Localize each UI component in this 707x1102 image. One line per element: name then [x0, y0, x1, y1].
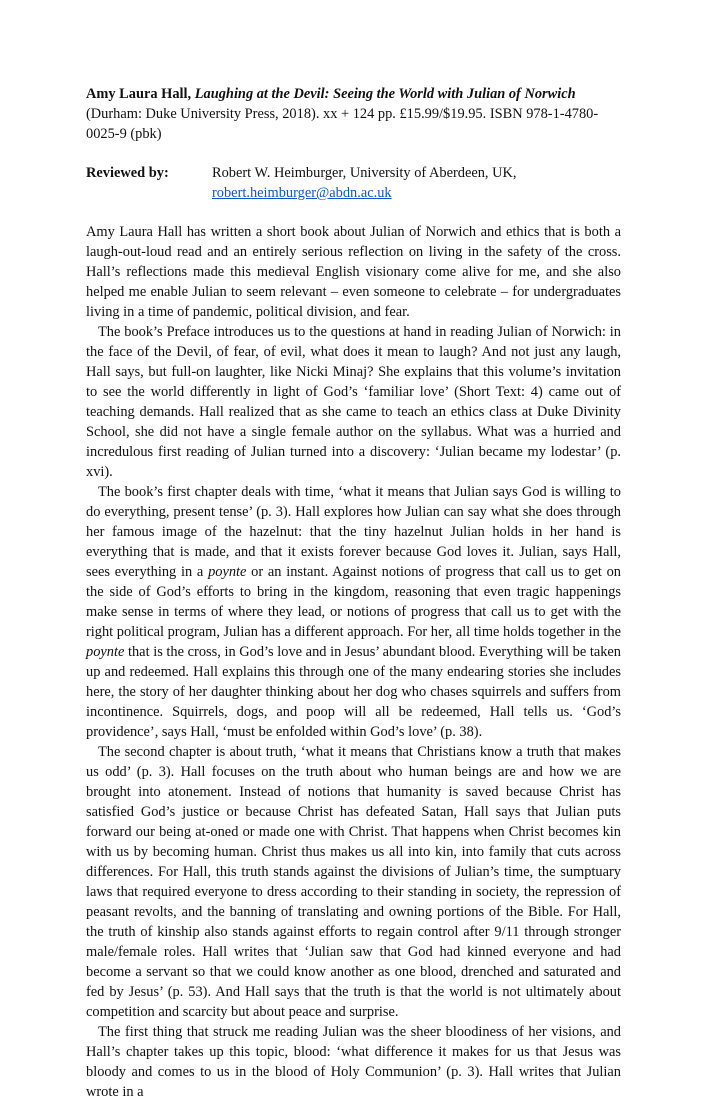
body-paragraph: [86, 482, 621, 742]
reviewer-block: [86, 163, 621, 203]
reviewer-email-link[interactable]: robert.heimburger@abdn.ac.uk: [212, 185, 392, 201]
body-paragraph: [86, 222, 621, 322]
body-paragraph: [86, 742, 621, 1022]
paragraph-text: Amy Laura Hall has written a short book about Julian of Norwich and ethics that is both a laugh-out-loud read and an entirely serious reflection on living in the safety of the cross. Hall’s reflections made this medieval English visionary come alive for me, and she also helped me enable Julian to seem relevant – even someone to celebrate – for undergraduates living in a time of pandemic, political division, and fear.: [86, 224, 621, 320]
paragraph-text: The second chapter is about truth, ‘what it means that Christians know a truth that makes us odd’ (p. 3). Hall focuses on the truth about who human beings are and how we are brought into atonement. Instead of notions that humanity is saved because Christ has satisfied God’s justice or because Christ has defeated Satan, Hall says that Julian puts forward our being at-oned or made one with Christ. That happens when Christ becomes kin with us by becoming human. Christ thus makes us all into kin, into family that cuts across differences. For Hall, this truth stands against the divisions of Julian’s time, the sumptuary laws that required everyone to dress according to their standing in society, the repression of peasant revolts, and the banning of translating and owning portions of the Bible. For Hall, the truth of kinship also stands against efforts to regain control after 9/11 through stronger male/female roles. Hall writes that ‘Julian saw that God had kinned everyone and had become a servant so that we could know another as one blood, drenched and saturated and fed by Jesus’ (p. 53). And Hall says that the truth is that the world is not ultimately about competition and scarcity but about peace and surprise.: [86, 744, 621, 1020]
book-author: Amy Laura Hall,: [86, 86, 192, 102]
body-paragraph: [86, 1022, 621, 1102]
paragraph-text: The book’s Preface introduces us to the questions at hand in reading Julian of Norwich: in the face of the Devil, of fear, of evil, what does it mean to laugh? And not just any laugh, Hall says, but full-on laughter, like Nicki Minaj? She explains that this volume’s invitation to see the world differently in light of God’s ‘familiar love’ (Short Text: 4) came out of teaching demands. Hall realized that as she came to teach an ethics class at Duke Divinity School, she did not have a single female author on the syllabus. What was a hurried and incredulous first reading of Julian turned into a discovery: ‘Julian became my lodestar’ (p. xvi).: [86, 324, 621, 480]
citation-line-1: [86, 84, 621, 104]
paragraph-text: The book’s first chapter deals with time, ‘what it means that Julian says God is willing to do everything, present tense’ (p. 3). Hall explores how Julian can say what she does through her famous image of the hazelnut: that the tiny hazelnut Julian holds in her hand is everything that is made, and that it exists forever because God loves it. Julian, says Hall, sees everything in a: [86, 484, 621, 580]
paragraph-text: or an instant. Against notions of progress that call us to get on the side of God’s efforts to bring in the kingdom, reasoning that even tragic happenings make sense in terms of where they lead, or notions of progress that call us to get with the right political program, Julian has a different approach. For her, all time holds together in the: [86, 564, 621, 640]
italic-term: poynte: [208, 564, 247, 580]
italic-term: poynte: [86, 644, 125, 660]
paragraph-text: The first thing that struck me reading Julian was the sheer bloodiness of her visions, and Hall’s chapter takes up this topic, blood: ‘what difference it makes for us that Jesus was bloody and comes to us in the blood of Holy Communion’ (p. 3). Hall writes that Julian wrote in a: [86, 1024, 621, 1100]
book-title: Laughing at the Devil: Seeing the World with Julian of Norwich: [194, 86, 576, 102]
paragraph-text: that is the cross, in God’s love and in Jesus’ abundant blood. Everything will be taken up and redeemed. Hall explains this through one of the many endearing stories she includes here, the story of her daughter thinking about her dog who chases squirrels and suffers from incontinence. Squirrels, dogs, and poop will all be redeemed, Hall tells us. ‘God’s providence’, says Hall, ‘must be enfolded within God’s love’ (p. 38).: [86, 644, 621, 740]
reviewer-info: [212, 163, 621, 203]
reviewed-by-label: Reviewed by:: [86, 165, 169, 181]
body-paragraph: [86, 322, 621, 482]
publication-details: (Durham: Duke University Press, 2018). xx + 124 pp. £15.99/$19.95. ISBN 978-1-4780-: [86, 106, 599, 122]
book-citation: [86, 84, 621, 144]
review-page: [86, 84, 621, 1102]
publication-details-cont: 0025-9 (pbk): [86, 126, 162, 142]
reviewer-name: Robert W. Heimburger, University of Aberdeen, UK,: [212, 165, 517, 181]
review-body: [86, 222, 621, 1102]
